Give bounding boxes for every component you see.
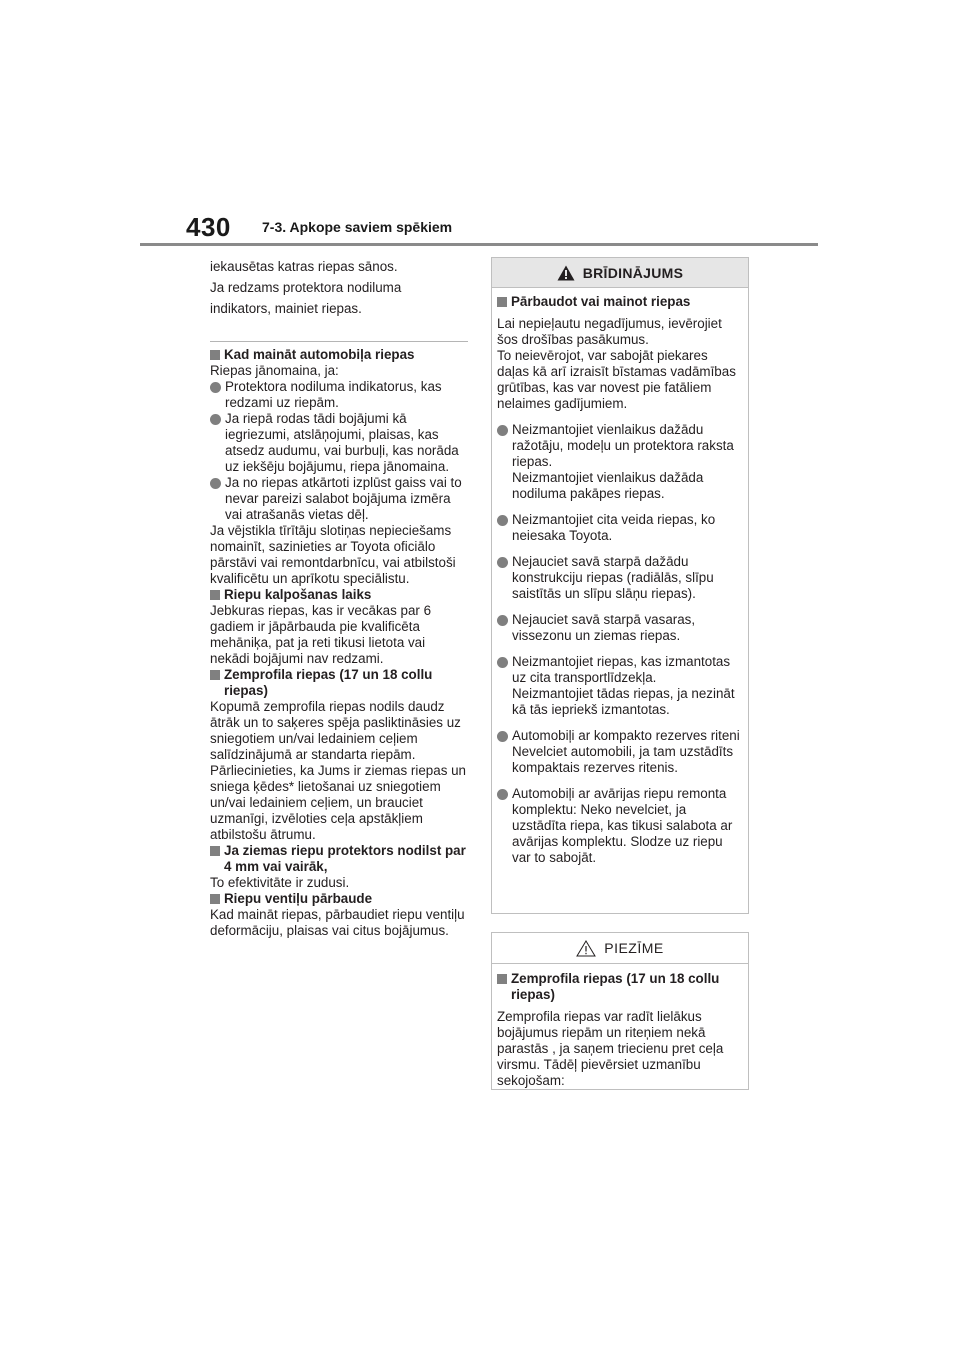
circle-bullet-icon: [497, 615, 508, 626]
list-item-text: Nejauciet savā starpā dažādu konstrukciju riepas (radiālās, slīpu saistītās un slīpu slāņu riepas).: [512, 554, 714, 601]
list-item-text: Protektora nodiluma indikatorus, kas redzami uz riepām.: [225, 379, 442, 410]
subheading-text: Pārbaudot vai mainot riepas: [511, 294, 691, 309]
list-item-text: Automobiļi ar kompakto rezerves riteni Nevelciet automobili, ja tam uzstādīts kompaktais rezerves ritenis.: [512, 728, 740, 775]
square-bullet-icon: [210, 350, 220, 360]
square-bullet-icon: [210, 670, 220, 680]
caution-triangle-icon: [576, 940, 596, 957]
note-subheading: [497, 971, 743, 1003]
subheading-low-profile: [210, 667, 468, 699]
intro-text: [210, 256, 468, 319]
header-rule: [140, 243, 818, 246]
circle-bullet-icon: [210, 478, 221, 489]
section-divider: [210, 341, 468, 342]
list-item: [210, 379, 468, 411]
list-item-text: Neizmantojiet cita veida riepas, ko neiesaka Toyota.: [512, 512, 716, 543]
paragraph: Zemprofila riepas var radīt lielākus bojājumus riepām un riteņiem nekā parastās , ja saņem triecienu pret ceļa virsmu. Tādēļ pievērsiet uzmanību sekojošam:: [497, 1009, 724, 1088]
warning-body: [492, 288, 748, 866]
circle-bullet-icon: [497, 731, 508, 742]
subheading-text: Zemprofila riepas (17 un 18 collu riepas): [224, 667, 433, 698]
square-bullet-icon: [210, 846, 220, 856]
intro-line: indikators, mainiet riepas.: [210, 301, 362, 316]
square-bullet-icon: [210, 590, 220, 600]
subheading-text: Zemprofila riepas (17 un 18 collu riepas): [511, 971, 720, 1002]
list-item: [497, 612, 743, 644]
square-bullet-icon: [497, 974, 507, 984]
left-column: [210, 256, 468, 939]
circle-bullet-icon: [497, 425, 508, 436]
circle-bullet-icon: [210, 414, 221, 425]
list-item-text: Neizmantojiet vienlaikus dažāda nodiluma pakāpes riepas.: [512, 470, 704, 501]
intro-line: iekausētas katras riepas sānos.: [210, 259, 398, 274]
subheading-text: Riepu ventiļu pārbaude: [224, 891, 373, 906]
circle-bullet-icon: [497, 515, 508, 526]
list-item-text: Ja riepā rodas tādi bojājumi kā iegriezumi, atslāņojumi, plaisas, kas atsedz audumu, vai burbuļi, kas norāda uz iekšēju bojājumu, riepa jānomaina.: [225, 411, 459, 474]
list-item-text: Ja no riepas atkārtoti izplūst gaiss vai to nevar pareizi salabot bojājuma izmēra vai atrašanās vietas dēļ.: [225, 475, 462, 522]
subheading-valve-check: [210, 891, 468, 907]
paragraph: Lai nepieļautu negadījumus, ievērojiet šos drošības pasākumus.: [497, 316, 722, 347]
list-item: [210, 411, 468, 475]
subheading-winter-tread: [210, 843, 468, 875]
paragraph: To efektivitāte ir zudusi.: [210, 875, 350, 890]
list-item-text: Neizmantojiet vienlaikus dažādu ražotāju, modeļu un protektora raksta riepas.: [512, 422, 734, 469]
list-item: [210, 475, 468, 523]
list-item: [497, 728, 743, 776]
circle-bullet-icon: [497, 789, 508, 800]
note-box: [491, 932, 749, 1090]
paragraph: To neievērojot, var sabojāt piekares daļas kā arī izraisīt bīstamas vadāmības grūtības, kas var novest pie fatāliem nelaimes gadījumiem.: [497, 348, 736, 411]
list-item: [497, 554, 743, 602]
warning-title: BRĪDINĀJUMS: [582, 264, 684, 281]
square-bullet-icon: [497, 297, 507, 307]
subheading-tire-change: [210, 347, 468, 363]
list-item-text: Neizmantojiet tādas riepas, ja nezināt kā tās iepriekš izmantotas.: [512, 686, 735, 717]
circle-bullet-icon: [210, 382, 221, 393]
warning-box: [491, 257, 749, 914]
circle-bullet-icon: [497, 657, 508, 668]
page-number: 430: [186, 212, 231, 242]
circle-bullet-icon: [497, 557, 508, 568]
subheading-tire-lifetime: [210, 587, 468, 603]
note-body: [492, 964, 748, 1089]
list-item-text: Nejauciet savā starpā vasaras, vissezonu un ziemas riepas.: [512, 612, 696, 643]
paragraph: Ja vējstikla tīrītāju slotiņas nepieciešams nomainīt, sazinieties ar Toyota oficiālo pārstāvi vai remontdarbnīcu, vai atbilstoši kvalificētu un aprīkotu speciālistu.: [210, 523, 456, 586]
paragraph: Jebkuras riepas, kas ir vecākas par 6 gadiem ir jāpārbauda pie kvalificēta mehāniķa, pat ja reti tikusi lietota vai nekādi bojājumi nav redzami.: [210, 603, 432, 666]
paragraph: Kad maināt riepas, pārbaudiet riepu ventiļu deformāciju, plaisas vai citus bojājumus.: [210, 907, 465, 938]
warning-subheading: [497, 294, 743, 310]
note-header: [492, 933, 748, 964]
subheading-text: Ja ziemas riepu protektors nodilst par 4 mm vai vairāk,: [224, 843, 466, 874]
list-item: [497, 654, 743, 718]
list-item: [497, 512, 743, 544]
section-title: 7-3. Apkope saviem spēkiem: [262, 219, 453, 235]
list-item-text: Automobiļi ar avārijas riepu remonta komplektu: Neko nevelciet, ja uzstādīta riepa, kas tikusi salabota ar avārijas komplektu. Slodze uz riepu var to sabojāt.: [512, 786, 733, 865]
paragraph: Kopumā zemprofila riepas nodils daudz ātrāk un to saķeres spēja pasliktināsies uz sniegotiem un/vai ledainiem ceļiem salīdzinājumā ar standarta riepām. Pārliecinieties, ka Jums ir ziemas riepas un sniega ķēdes* lietošanai uz sniegotiem un/vai ledainiem ceļiem, un brauciet uzmanīgi, izvēloties ceļa apstākļiem atbilstošu ātrumu.: [210, 699, 467, 842]
square-bullet-icon: [210, 894, 220, 904]
list-item-text: Neizmantojiet riepas, kas izmantotas uz cita transportlīdzekļa.: [512, 654, 731, 685]
warning-triangle-icon: [557, 265, 575, 281]
subheading-text: Riepu kalpošanas laiks: [224, 587, 372, 602]
intro-line: Ja redzams protektora nodiluma: [210, 280, 402, 295]
list-item: [497, 786, 743, 866]
subheading-text: Kad maināt automobiļa riepas: [224, 347, 415, 362]
warning-header: [492, 258, 748, 288]
paragraph: Riepas jānomaina, ja:: [210, 363, 339, 378]
list-item: [497, 422, 743, 502]
note-title: PIEZĪME: [604, 940, 664, 956]
